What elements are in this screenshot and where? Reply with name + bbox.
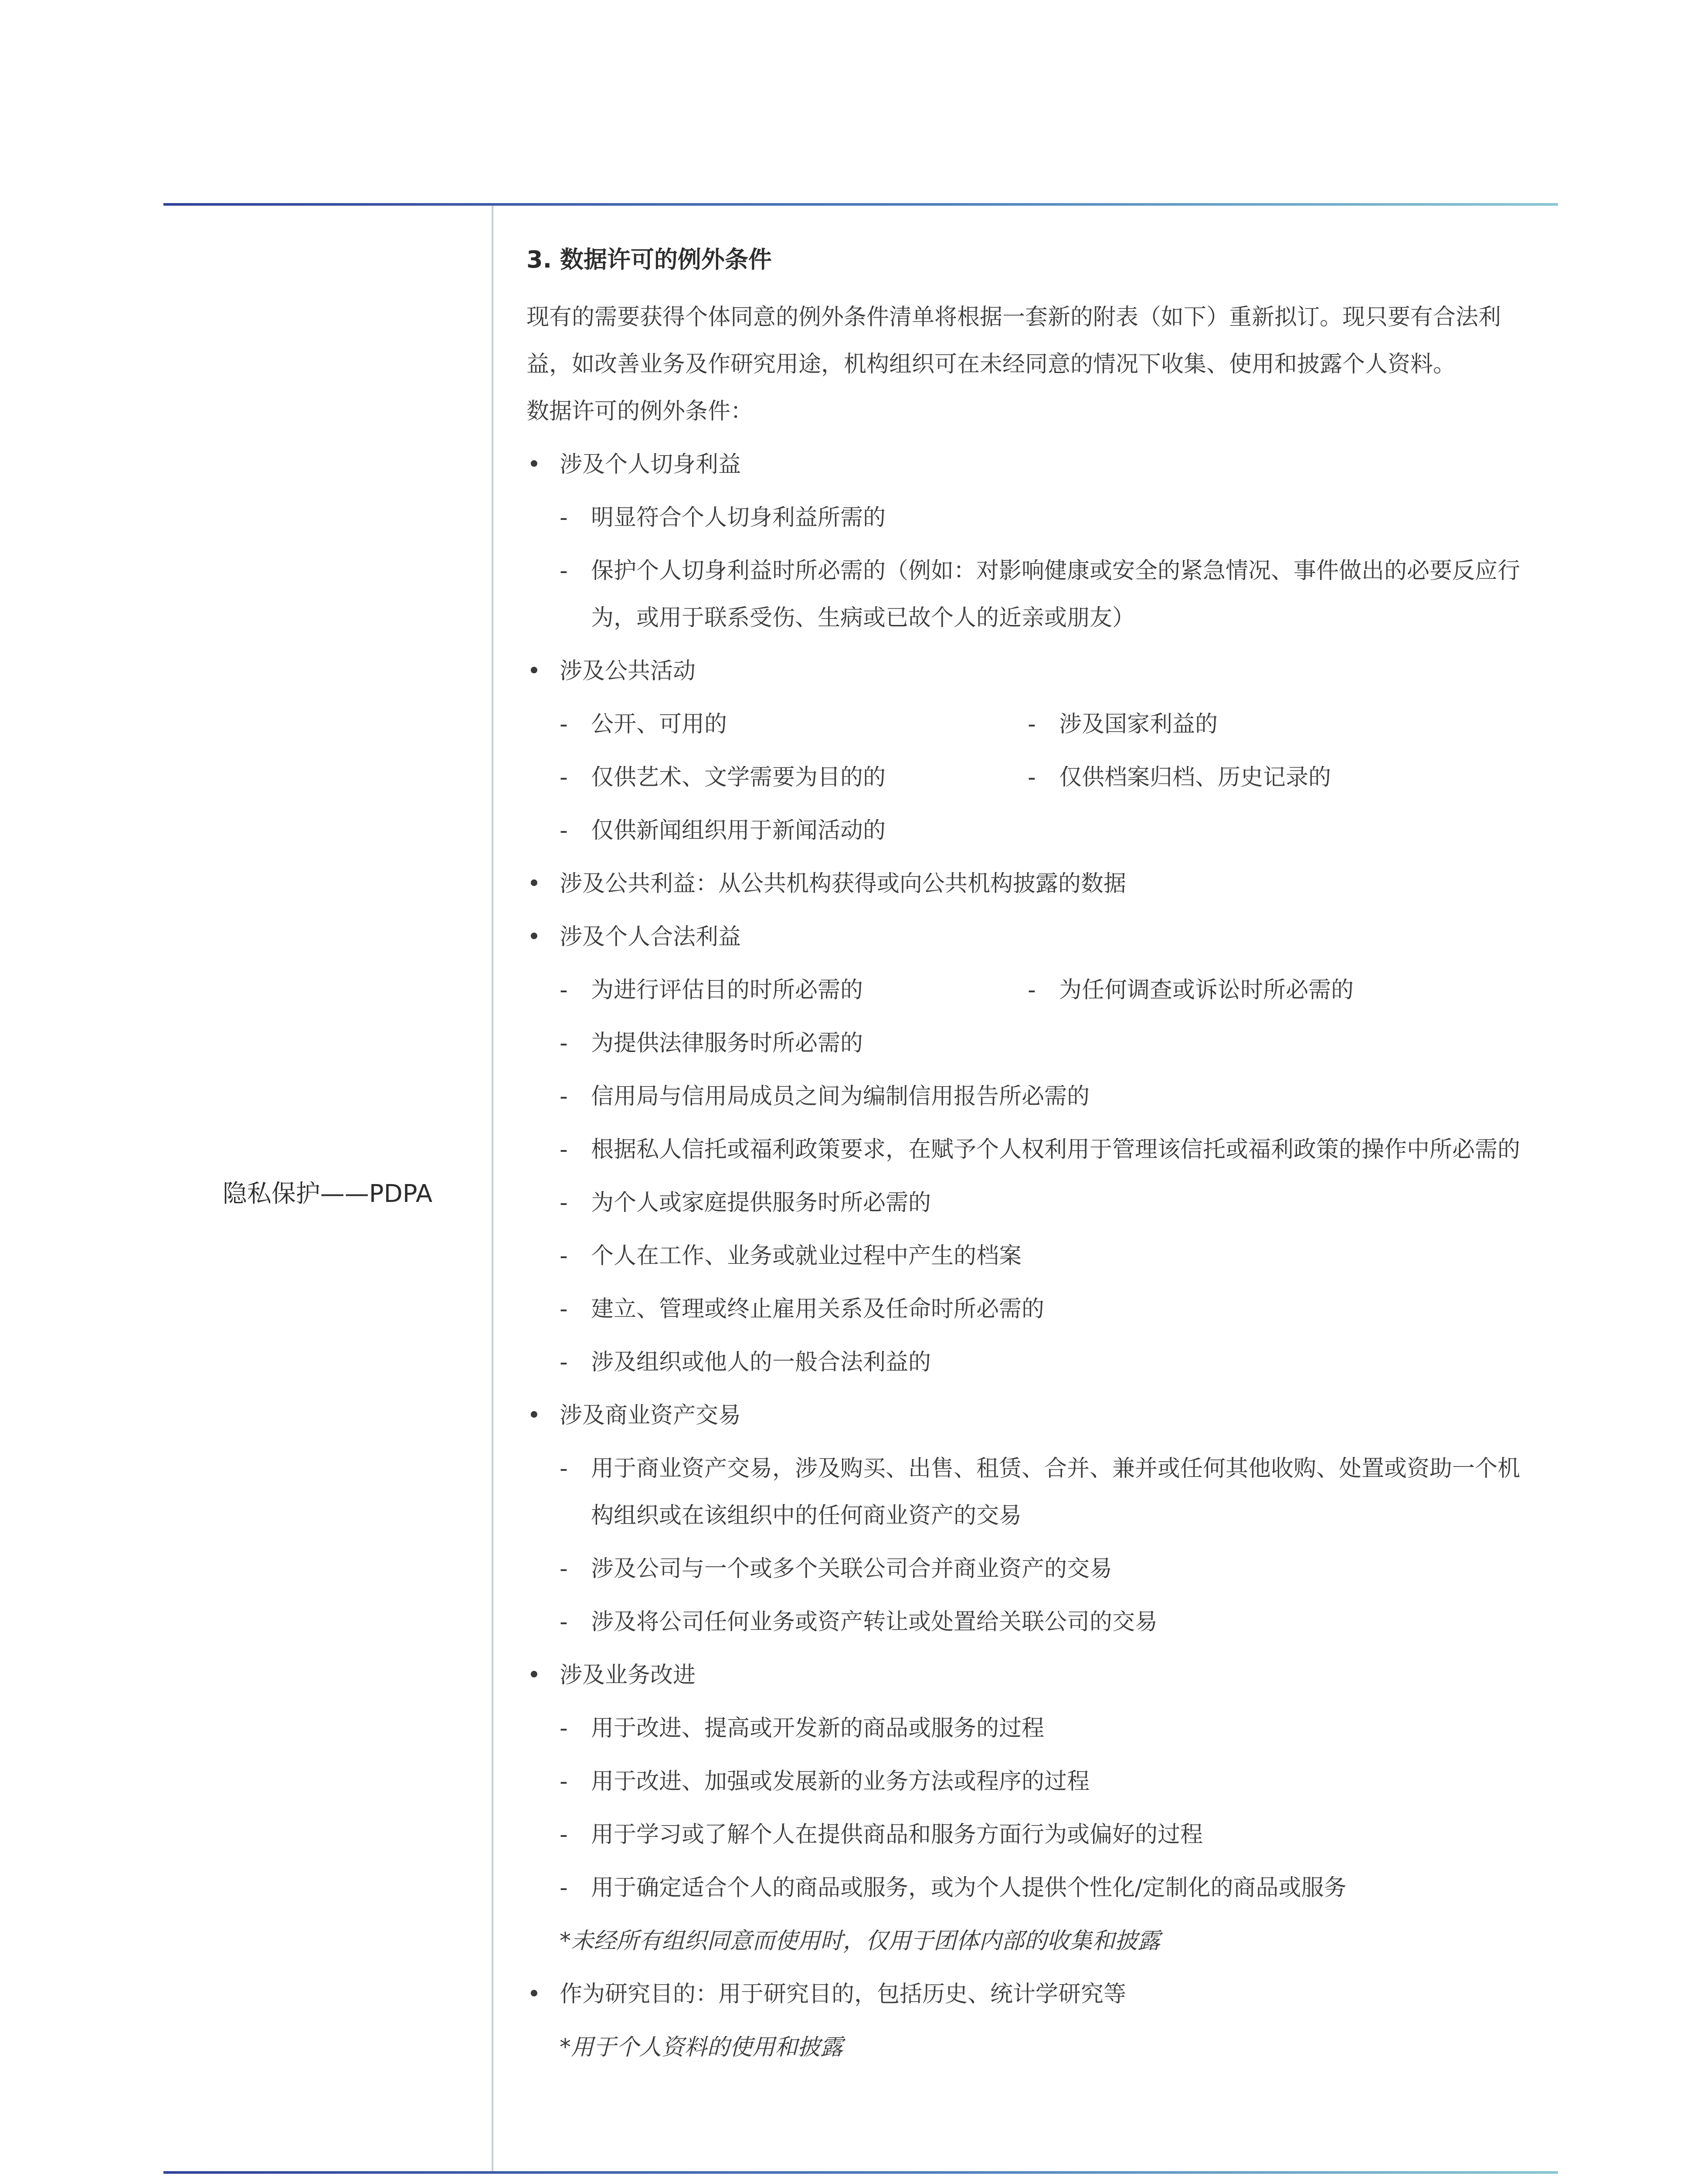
list-item: - 涉及国家利益的 [1028,701,1529,748]
business-improvement-note: *未经所有组织同意而使用时，仅用于团体内部的收集和披露 [560,1928,1161,1954]
bullet-research-purposes: • 作为研究目的：用于研究目的，包括历史、统计学研究等 [526,1971,1538,2018]
list-item: - 明显符合个人切身利益所需的 [526,494,1538,541]
list-item: - 用于确定适合个人的商品或服务，或为个人提供个性化/定制化的商品或服务 [526,1864,1538,1911]
bullet-business-asset-transactions: • 涉及商业资产交易 [526,1392,1538,1439]
list-item: - 信用局与信用局成员之间为编制信用报告所必需的 [526,1073,1538,1120]
content-column [526,244,1538,2077]
list-item: - 用于改进、加强或发展新的业务方法或程序的过程 [526,1758,1538,1805]
list-item: - 用于改进、提高或开发新的商品或服务的过程 [526,1705,1538,1752]
bottom-divider-rule [163,2171,1558,2174]
section-title: 3. 数据许可的例外条件 [526,246,772,273]
bullet-business-improvement: • 涉及业务改进 [526,1652,1538,1699]
sub-row [526,967,1538,1014]
list-item: - 涉及将公司任何业务或资产转让或处置给关联公司的交易 [526,1599,1538,1646]
bullet-vital-interests: • 涉及个人切身利益 [526,441,1538,488]
list-item: - 用于学习或了解个人在提供商品和服务方面行为或偏好的过程 [526,1811,1538,1858]
sub-row [526,701,1538,748]
list-item: - 根据私人信托或福利政策要求，在赋予个人权利用于管理该信托或福利政策的操作中所必需的 [526,1126,1538,1173]
top-divider-rule [163,203,1558,206]
list-item: - 仅供艺术、文学需要为目的的 [526,754,1028,801]
list-item: - 个人在工作、业务或就业过程中产生的档案 [526,1232,1538,1280]
sub-list-public-activities [526,701,1538,854]
list-item: - 公开、可用的 [526,701,1028,748]
list-item: - 保护个人切身利益时所必需的（例如：对影响健康或安全的紧急情况、事件做出的必要反应行为，或用于联系受伤、生病或已故个人的近亲或朋友） [526,547,1538,641]
list-item: - 建立、管理或终止雇用关系及任命时所必需的 [526,1286,1538,1333]
sub-list-business-asset-transactions [526,1445,1538,1646]
column-divider [492,206,493,2171]
intro-paragraph: 现有的需要获得个体同意的例外条件清单将根据一套新的附表（如下）重新拟订。现只要有合法利益，如改善业务及作研究用途，机构组织可在未经同意的情况下收集、使用和披露个人资料。 [526,304,1501,377]
sub-list-business-improvement [526,1705,1538,1911]
list-item: - 为进行评估目的时所必需的 [526,967,1028,1014]
list-item: - 用于商业资产交易，涉及购买、出售、租赁、合并、兼并或任何其他收购、处置或资助一个机构组织或在该组织中的任何商业资产的交易 [526,1445,1538,1539]
bullet-legitimate-interests: • 涉及个人合法利益 [526,913,1538,961]
list-item: - 为个人或家庭提供服务时所必需的 [526,1179,1538,1226]
sub-list-vital-interests [526,494,1538,641]
list-item: - 仅供档案归档、历史记录的 [1028,754,1529,801]
sub-list-legitimate-interests [526,967,1538,1386]
list-item: - 仅供新闻组织用于新闻活动的 [526,807,1538,854]
exceptions-subheading: 数据许可的例外条件： [526,398,754,424]
bullet-public-interest: • 涉及公共利益：从公共机构获得或向公共机构披露的数据 [526,860,1538,907]
list-item: - 为任何调查或诉讼时所必需的 [1028,967,1529,1014]
row-label: 隐私保护——PDPA [222,1180,433,1208]
list-item: - 涉及公司与一个或多个关联公司合并商业资产的交易 [526,1545,1538,1592]
list-item: - 为提供法律服务时所必需的 [526,1020,1538,1067]
list-item: - 涉及组织或他人的一般合法利益的 [526,1339,1538,1386]
sub-row [526,754,1538,801]
research-purposes-note: *用于个人资料的使用和披露 [560,2034,843,2060]
bullet-public-activities: • 涉及公共活动 [526,648,1538,695]
